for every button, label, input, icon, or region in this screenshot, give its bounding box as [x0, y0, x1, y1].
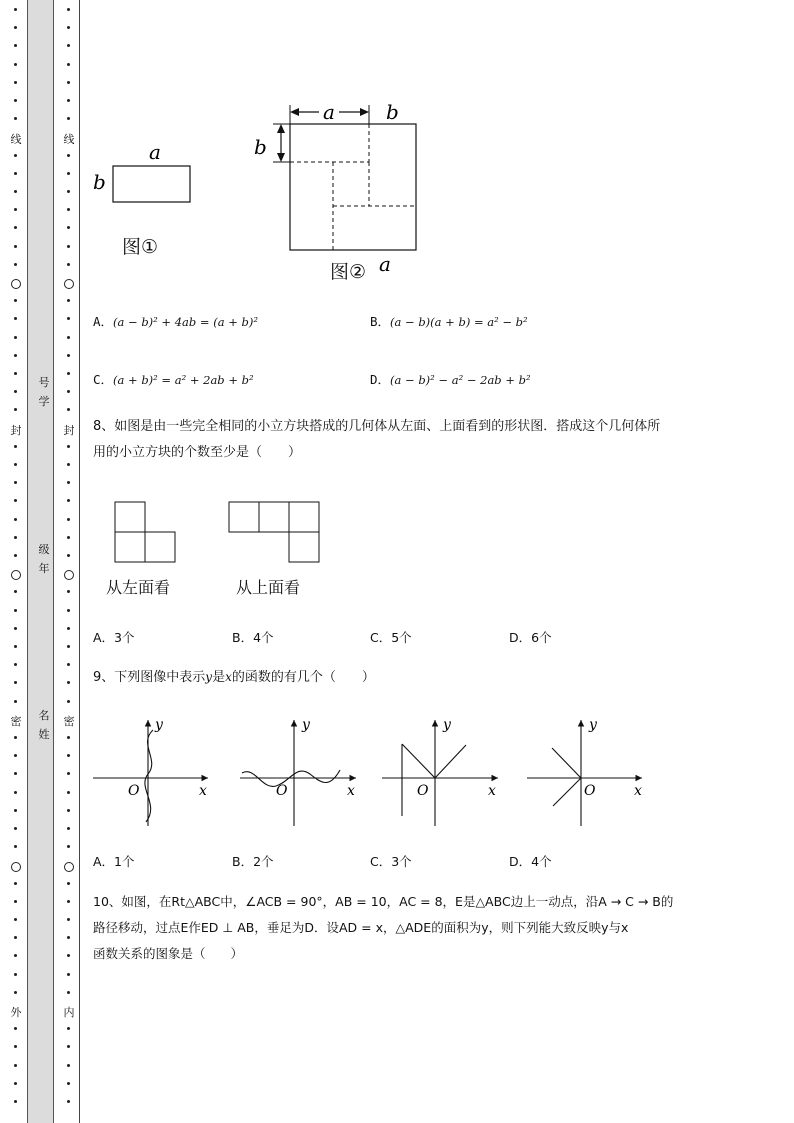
binding-dot	[14, 736, 17, 739]
fig2-label-b-left: b	[254, 135, 267, 159]
binding-hole-circle	[11, 570, 21, 580]
binding-dot	[67, 936, 70, 939]
binding-dot	[14, 681, 17, 684]
binding-dot	[67, 208, 70, 211]
binding-dot	[14, 645, 17, 648]
margin-mark-wai: 外	[10, 1006, 22, 1019]
binding-dot	[67, 463, 70, 466]
q9-option-c[interactable]: C．3个	[370, 854, 412, 869]
fig2-square	[290, 124, 416, 250]
graph-2-origin: O	[276, 783, 288, 799]
q8-option-a[interactable]: A．3个	[93, 630, 135, 645]
binding-dot	[67, 991, 70, 994]
binding-dot	[14, 390, 17, 393]
graph-1-y-label: y	[155, 717, 163, 733]
binding-dot	[14, 954, 17, 957]
binding-dot	[67, 190, 70, 193]
binding-dot	[14, 1082, 17, 1085]
binding-dot	[67, 317, 70, 320]
binding-dot	[67, 81, 70, 84]
binding-dot	[14, 1045, 17, 1048]
binding-dot	[14, 354, 17, 357]
binding-dot	[14, 772, 17, 775]
binding-dot	[67, 681, 70, 684]
binding-dot	[67, 882, 70, 885]
q8-question	[93, 414, 753, 466]
binding-dot	[14, 408, 17, 411]
binding-dot	[14, 190, 17, 193]
margin-mark-xian-right: 线	[63, 133, 75, 146]
q10-text-line2: 路径移动，过点E作ED ⊥ AB，垂足为D．设AD = x，△ADE的面积为y，则下列能大致反映y与x	[93, 920, 629, 935]
binding-dot	[67, 99, 70, 102]
binding-dot	[14, 63, 17, 66]
binding-dot	[14, 936, 17, 939]
binding-dot	[67, 791, 70, 794]
q7-option-a[interactable]: A．(a − b)² + 4ab = (a + b)²	[93, 314, 258, 329]
binding-dot	[14, 372, 17, 375]
binding-dot	[14, 245, 17, 248]
binding-dot	[14, 99, 17, 102]
binding-dot	[14, 754, 17, 757]
binding-dot	[67, 299, 70, 302]
fig2-arrowhead	[360, 108, 369, 116]
binding-dot	[14, 973, 17, 976]
q9-option-d[interactable]: D．4个	[509, 854, 552, 869]
q7-figures	[85, 95, 445, 295]
fig2-label-a-top: a	[323, 100, 335, 124]
binding-dot	[67, 700, 70, 703]
margin-mark-feng-right: 封	[63, 424, 75, 437]
binding-dot	[67, 117, 70, 120]
binding-dot	[67, 845, 70, 848]
binding-dot	[67, 918, 70, 921]
binding-dot	[67, 245, 70, 248]
q8-option-c[interactable]: C．5个	[370, 630, 412, 645]
fig1-caption: 图①	[122, 236, 159, 258]
binding-dot	[14, 590, 17, 593]
binding-dot	[67, 736, 70, 739]
graph-4	[527, 720, 642, 826]
binding-dot	[14, 445, 17, 448]
inner-dot-column	[62, 0, 76, 1123]
graph-3-origin: O	[417, 783, 429, 799]
binding-dot	[14, 26, 17, 29]
binding-hole-circle	[11, 862, 21, 872]
margin-mark-mi-right: 密	[63, 715, 75, 728]
binding-dot	[14, 117, 17, 120]
fig1-rectangle	[113, 166, 190, 202]
graph-2-y-label: y	[302, 717, 310, 733]
binding-dot	[67, 372, 70, 375]
binding-dot	[67, 827, 70, 830]
binding-dot	[67, 1100, 70, 1103]
fig2-caption: 图②	[330, 261, 367, 283]
binding-dot	[14, 317, 17, 320]
q10-question	[93, 889, 763, 967]
binding-dot	[67, 754, 70, 757]
binding-dot	[67, 772, 70, 775]
binding-dot	[67, 154, 70, 157]
field-label-name: 名 姓	[38, 709, 50, 741]
binding-dot	[14, 791, 17, 794]
binding-dot	[14, 81, 17, 84]
margin-mark-mi-left: 密	[10, 715, 22, 728]
binding-dot	[14, 481, 17, 484]
binding-dot	[67, 536, 70, 539]
top-view-grid	[229, 502, 319, 562]
binding-dot	[67, 627, 70, 630]
binding-dot	[67, 336, 70, 339]
binding-dot	[67, 1027, 70, 1030]
binding-dot	[67, 518, 70, 521]
q9-option-a[interactable]: A．1个	[93, 854, 135, 869]
binding-dot	[14, 299, 17, 302]
binding-dot	[67, 390, 70, 393]
q7-option-b[interactable]: B．(a − b)(a + b) = a² − b²	[370, 314, 528, 329]
binding-dot	[67, 26, 70, 29]
binding-dot	[14, 536, 17, 539]
field-label-grade: 级 年	[38, 543, 50, 575]
binding-dot	[14, 463, 17, 466]
graph-3	[382, 720, 498, 826]
binding-dot	[67, 8, 70, 11]
binding-dot	[67, 1045, 70, 1048]
graph-4-origin: O	[584, 783, 596, 799]
binding-hole-circle	[64, 570, 74, 580]
binding-dot	[14, 991, 17, 994]
binding-dot	[14, 499, 17, 502]
binding-dot	[14, 700, 17, 703]
fig2-label-b-top: b	[386, 100, 399, 124]
left-view-grid	[115, 502, 175, 562]
graph-2	[240, 720, 356, 826]
binding-dot	[14, 1100, 17, 1103]
binding-hole-circle	[64, 862, 74, 872]
binding-dot	[14, 845, 17, 848]
q8-left-view-caption: 从左面看	[106, 578, 171, 597]
binding-dot	[67, 809, 70, 812]
graph-4-x-label: x	[634, 783, 642, 799]
binding-dot	[14, 882, 17, 885]
binding-dot	[14, 809, 17, 812]
q9-option-b[interactable]: B．2个	[232, 854, 274, 869]
binding-dot	[14, 336, 17, 339]
binding-dot	[67, 445, 70, 448]
fig1-label-a: a	[149, 140, 161, 164]
q7-option-d[interactable]: D．(a − b)² − a² − 2ab + b²	[370, 372, 531, 387]
binding-dot	[67, 973, 70, 976]
binding-dot	[67, 499, 70, 502]
margin-mark-xian-left: 线	[10, 133, 22, 146]
binding-dot	[67, 226, 70, 229]
binding-dot	[67, 554, 70, 557]
binding-dot	[14, 663, 17, 666]
q8-option-d[interactable]: D．6个	[509, 630, 552, 645]
fig2-arrowhead	[277, 153, 285, 162]
binding-dot	[14, 554, 17, 557]
graph-1-x-label: x	[199, 783, 207, 799]
q8-views	[110, 498, 330, 568]
margin-mark-feng-left: 封	[10, 424, 22, 437]
binding-dot	[14, 627, 17, 630]
field-label-student-number: 号 学	[38, 376, 50, 408]
q8-option-b[interactable]: B．4个	[232, 630, 274, 645]
binding-dot	[14, 518, 17, 521]
binding-dot	[67, 44, 70, 47]
binding-dot	[67, 263, 70, 266]
binding-dot	[67, 1082, 70, 1085]
binding-dot	[67, 481, 70, 484]
q8-text-line1: 8、如图是由一些完全相同的小立方块搭成的几何体从左面、上面看到的形状图．搭成这个几何体所	[93, 419, 661, 434]
binding-dot	[14, 226, 17, 229]
binding-dot	[67, 1064, 70, 1067]
binding-dot	[67, 172, 70, 175]
q9-question: 9、下列图像中表示y是x的函数的有几个（ ）	[93, 670, 375, 685]
graph-2-x-label: x	[347, 783, 355, 799]
binding-hole-circle	[64, 279, 74, 289]
fig2-arrowhead	[277, 124, 285, 133]
binding-dot	[14, 44, 17, 47]
graph-3-x-label: x	[488, 783, 496, 799]
graph-4-y-label: y	[589, 717, 597, 733]
binding-dot	[67, 954, 70, 957]
q8-top-view-caption: 从上面看	[236, 578, 301, 597]
binding-dot	[67, 663, 70, 666]
margin-rule	[79, 0, 80, 1123]
outer-dot-column	[9, 0, 23, 1123]
binding-dot	[67, 900, 70, 903]
binding-dot	[14, 154, 17, 157]
q9-graphs	[90, 712, 650, 830]
binding-dot	[14, 263, 17, 266]
binding-dot	[67, 609, 70, 612]
q8-text-line2: 用的小立方块的个数至少是（ ）	[93, 445, 302, 460]
binding-dot	[14, 1027, 17, 1030]
binding-dot	[14, 1064, 17, 1067]
q10-text-line3: 函数关系的图象是（ ）	[93, 946, 244, 961]
binding-dot	[14, 900, 17, 903]
q10-text-line1: 10、如图，在Rt△ABC中，∠ACB = 90°，AB = 10，AC = 8，E是△ABC边上一动点，沿A → C → B的	[93, 894, 674, 909]
binding-dot	[14, 827, 17, 830]
margin-mark-nei: 内	[63, 1006, 75, 1019]
binding-dot	[14, 172, 17, 175]
fig1-label-b: b	[93, 170, 106, 194]
graph-3-y-label: y	[443, 717, 451, 733]
binding-dot	[67, 645, 70, 648]
fig2-arrowhead	[290, 108, 299, 116]
binding-dot	[67, 408, 70, 411]
binding-hole-circle	[11, 279, 21, 289]
q7-option-c[interactable]: C．(a + b)² = a² + 2ab + b²	[93, 372, 254, 387]
binding-dot	[14, 609, 17, 612]
binding-dot	[14, 8, 17, 11]
binding-dot	[14, 208, 17, 211]
binding-dot	[67, 354, 70, 357]
binding-dot	[67, 590, 70, 593]
binding-dot	[67, 63, 70, 66]
graph-1-origin: O	[128, 783, 140, 799]
fig2-label-a-bottom: a	[379, 252, 391, 276]
graph-1	[93, 720, 208, 826]
binding-dot	[14, 918, 17, 921]
